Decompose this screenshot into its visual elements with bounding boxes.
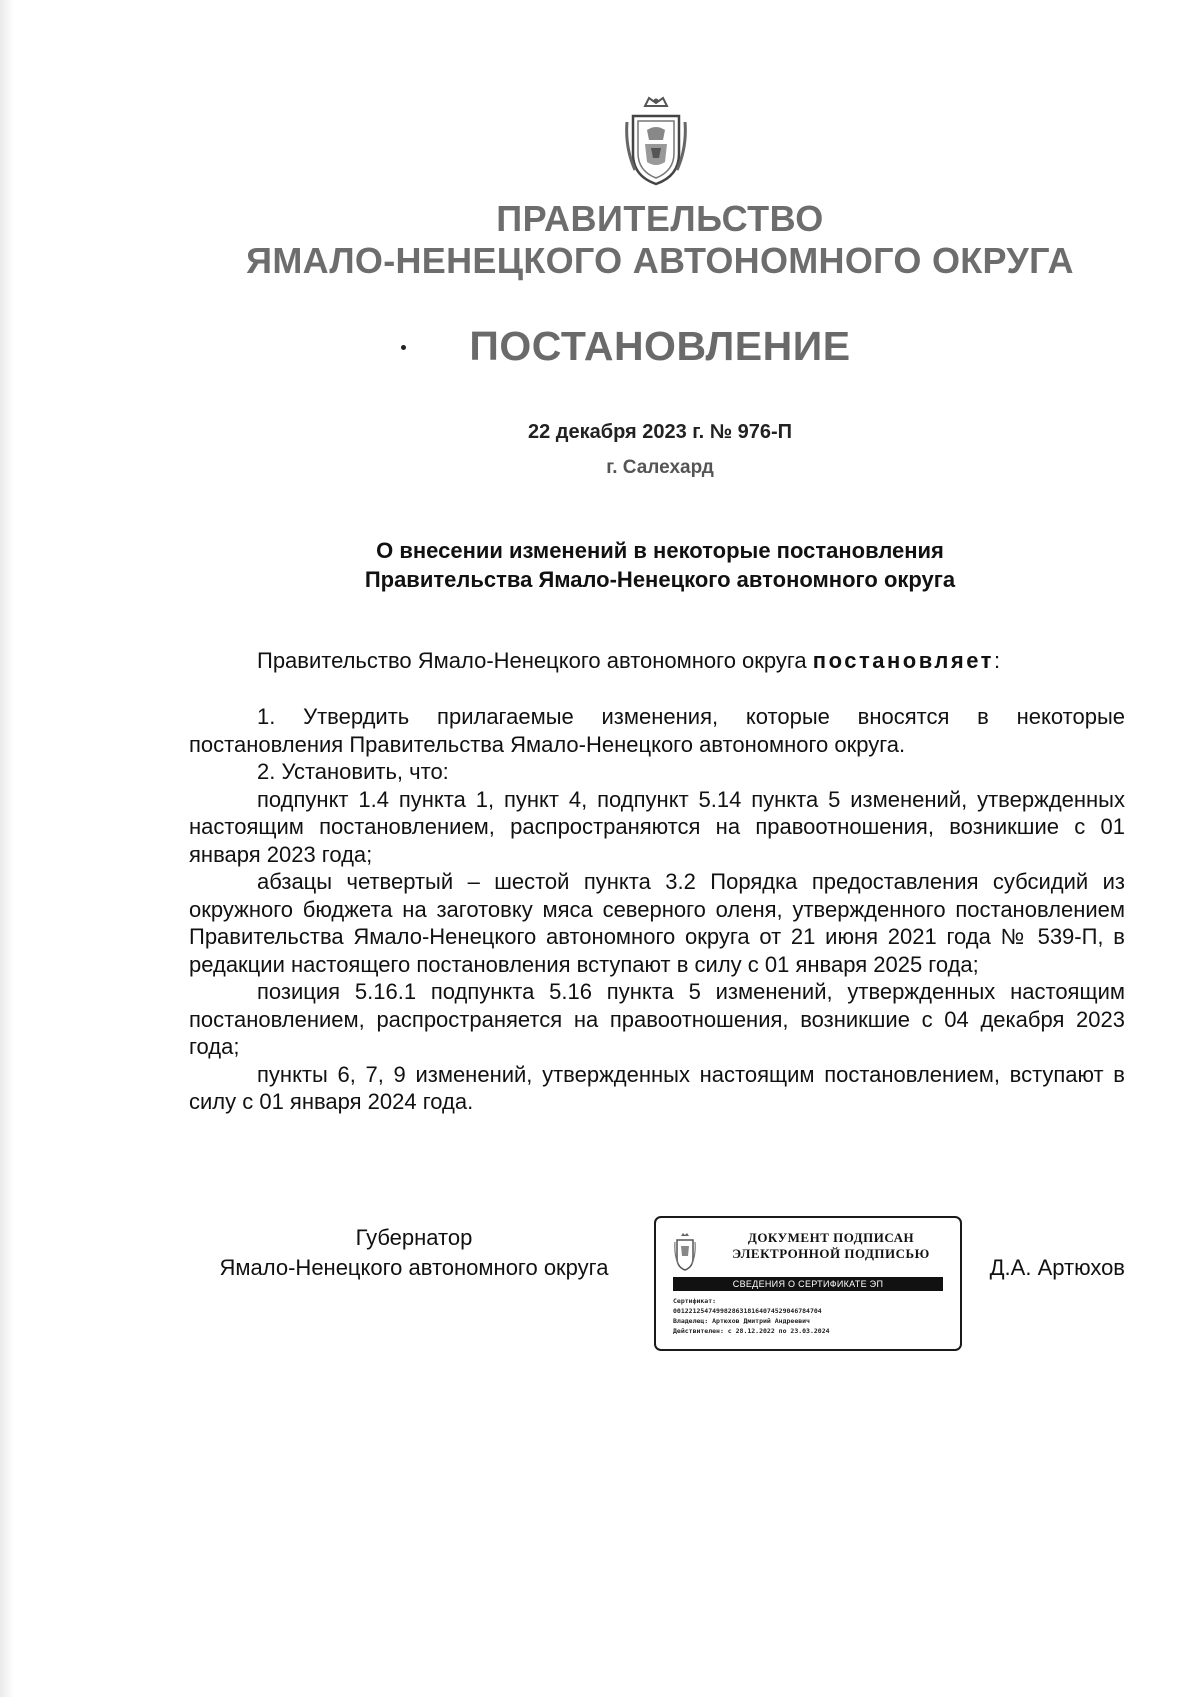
intro-text: Правительство Ямало-Ненецкого автономного округа <box>257 648 813 673</box>
stamp-heading <box>716 1230 946 1262</box>
stamp-cert-label: Сертификат: <box>673 1297 717 1305</box>
document-date-number: 22 декабря 2023 г. № 976-П <box>527 421 793 443</box>
paragraph-1: 1. Утвердить прилагаемые изменения, которые вносятся в некоторые постановления Правительства Ямало-Ненецкого автономного округа. <box>189 704 1125 757</box>
paragraph-5: позиция 5.16.1 подпункта 5.16 пункта 5 изменений, утвержденных настоящим постановлением, распространяется на правоотношения, возникшие с 04 декабря 2023 года; <box>189 979 1125 1059</box>
stamp-heading-line2: ЭЛЕКТРОННОЙ ПОДПИСЬЮ <box>732 1246 930 1261</box>
signatory-title <box>189 1223 639 1283</box>
stamp-cert-number: 00122125474998286318164074529046784704 <box>673 1307 822 1315</box>
paragraph-2: 2. Установить, что: <box>257 759 449 784</box>
intro-emphasis: постановляет <box>812 648 994 673</box>
signatory-title-line2: Ямало-Ненецкого автономного округа <box>219 1255 609 1280</box>
stamp-owner: Владелец: Артюхов Дмитрий Андреевич <box>673 1317 810 1325</box>
paragraph-6: пункты 6, 7, 9 изменений, утвержденных настоящим постановлением, вступают в силу с 01 января 2024 года. <box>189 1061 1125 1114</box>
paragraph-3: подпункт 1.4 пункта 1, пункт 4, подпункт 5.14 пункта 5 изменений, утвержденных настоящим постановлением, распространяются на правоотношения, возникшие с 01 января 2023 года; <box>189 786 1125 867</box>
electronic-signature-stamp <box>654 1216 962 1351</box>
stamp-certificate-bar: СВЕДЕНИЯ О СЕРТИФИКАТЕ ЭП <box>673 1277 943 1291</box>
government-title-line1: ПРАВИТЕЛЬСТВО <box>496 198 824 239</box>
subject-line2: Правительства Ямало-Ненецкого автономного округа <box>364 567 956 592</box>
subject-line1: О внесении изменений в некоторые постановления <box>376 538 944 563</box>
coat-of-arms-icon <box>674 1232 696 1272</box>
signatory-title-line1: Губернатор <box>355 1225 473 1250</box>
stamp-certificate-details <box>673 1296 949 1336</box>
stamp-heading-line1: ДОКУМЕНТ ПОДПИСАН <box>747 1230 915 1245</box>
document-subject <box>0 536 1200 594</box>
document-body <box>189 703 1125 1116</box>
document-type: ПОСТАНОВЛЕНИЕ <box>469 323 851 369</box>
signatory-name: Д.А. Артюхов <box>989 1255 1125 1280</box>
intro-paragraph <box>189 647 1125 675</box>
government-title-line2: ЯМАЛО-НЕНЕЦКОГО АВТОНОМНОГО ОКРУГА <box>246 240 1074 281</box>
intro-suffix: : <box>993 648 1001 673</box>
document-city: г. Салехард <box>606 457 714 478</box>
paragraph-4: абзацы четвертый – шестой пункта 3.2 Порядка предоставления субсидий из окружного бюджета на заготовку мяса северного оленя, утвержденного постановлением Правительства Ямало-Ненецкого автономного округа от 21 июня 2021 года № 539-П, в редакции настоящего постановления вступают в силу с 01 января 2025 года; <box>189 869 1125 977</box>
stamp-validity: Действителен: с 28.12.2022 по 23.03.2024 <box>673 1327 830 1335</box>
coat-of-arms-icon <box>623 96 689 188</box>
